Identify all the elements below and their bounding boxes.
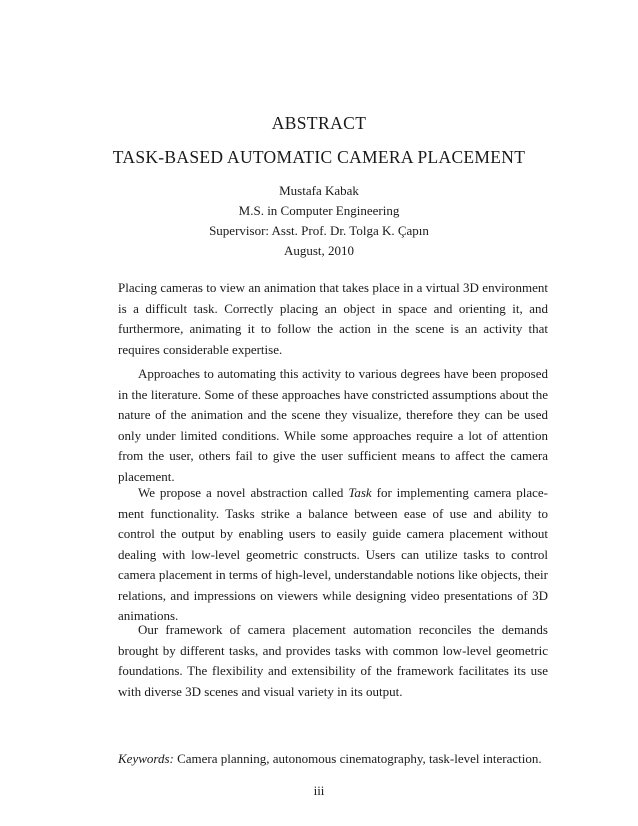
paragraph-text: Placing cameras to view an animation that takes place in a virtual 3D environment is a difficult task. Correctly placing an object in space and orienting it, and furthermore, animating it to follow the action in the scene is an activity that requires considerable expertise. (118, 280, 548, 357)
paragraph-text: Our framework of camera placement automation reconciles the demands brought by different tasks, and provides tasks with common low-level geometric foundations. The flexibility and extensibility of the framework facilitates its use with diverse 3D scenes and visual variety in its output. (118, 622, 548, 699)
paragraph-text (118, 483, 548, 627)
page-number: iii (313, 783, 325, 798)
thesis-title: TASK-BASED AUTOMATIC CAMERA PLACEMENT (112, 147, 526, 167)
paragraph-emphasis-task: Task (348, 485, 372, 500)
paragraph-text-after: for implementing camera placement functionality. Tasks strike a balance between ease of use and ability to control the output by enabling users to easily guide camera placement without dealing with low-level geometric constructs. Users can utilize tasks to control camera placement in terms of high-level, understandable notions like objects, their relations, and impressions on viewers while designing video presentations of 3D animations. (118, 485, 548, 623)
keywords-label: Keywords: (118, 751, 174, 766)
keywords-text: Camera planning, autonomous cinematography, task-level interaction. (173, 751, 542, 766)
abstract-paragraph-3 (118, 483, 548, 627)
degree: M.S. in Computer Engineering (238, 203, 400, 218)
abstract-paragraph-4 (118, 620, 548, 702)
author-name: Mustafa Kabak (279, 183, 359, 198)
date: August, 2010 (283, 243, 355, 258)
section-heading: ABSTRACT (271, 113, 367, 133)
abstract-paragraph-1 (118, 278, 548, 360)
supervisor: Supervisor: Asst. Prof. Dr. Tolga K. Çapın (209, 223, 429, 238)
paragraph-text-before: We propose a novel abstraction called (138, 485, 349, 500)
paragraph-text: Approaches to automating this activity to various degrees have been proposed in the literature. Some of these approaches have constricted assumptions about the nature of the animation and the scene they visualize, therefore they can be used only under limited conditions. While some approaches require a lot of attention from the user, others fail to give the user sufficient means to affect the camera placement. (118, 366, 548, 484)
abstract-paragraph-2 (118, 364, 548, 487)
keywords-line (118, 751, 558, 767)
